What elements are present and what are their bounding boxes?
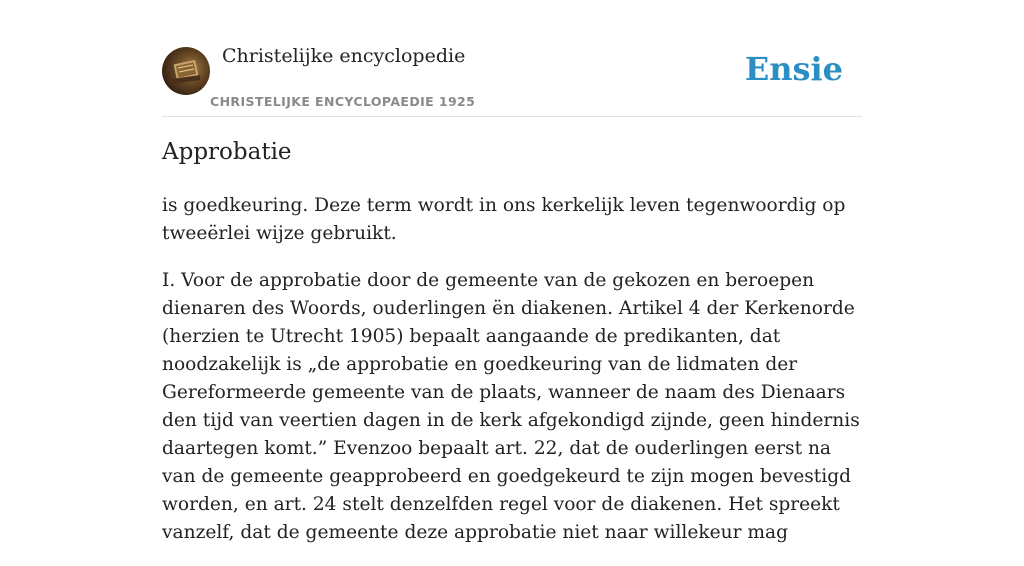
book-subtitle[interactable]: CHRISTELIJKE ENCYCLOPAEDIE 1925 <box>210 94 476 109</box>
article-paragraph: I. Voor de approbatie door de gemeente van de gekozen en beroepen dienaren des Woords, ouderlingen ën diakenen. Artikel 4 der Kerkenorde (herzien te Utrecht 1905) bepaalt aangaande de predikanten, dat noodzakelijk is „de approbatie en goedkeuring van de lidmaten der Gereformeerde gemeente van de plaats, wanneer de naam des Dienaars den tijd van veertien dagen in de kerk afgekondigd zijnde, geen hindernis daartegen komt.” Evenzoo bepaalt art. 22, dat de ouderlingen eerst na van de gemeente geapprobeerd en goedgekeurd te zijn mogen bevestigd worden, en art. 24 stelt denzelfden regel voor de diakenen. Het spreekt vanzelf, dat de gemeente deze approbatie niet naar willekeur mag <box>162 270 860 543</box>
article-body <box>162 192 870 566</box>
article-paragraph: is goedkeuring. Deze term wordt in ons kerkelijk leven tegenwoordig op tweeërlei wijze gebruikt. <box>162 195 846 244</box>
book-title[interactable]: Christelijke encyclopedie <box>222 45 466 67</box>
book-cover-icon[interactable] <box>162 47 210 95</box>
article-title: Approbatie <box>162 139 292 165</box>
header <box>162 0 862 117</box>
ensie-logo[interactable]: Ensie <box>744 50 843 88</box>
